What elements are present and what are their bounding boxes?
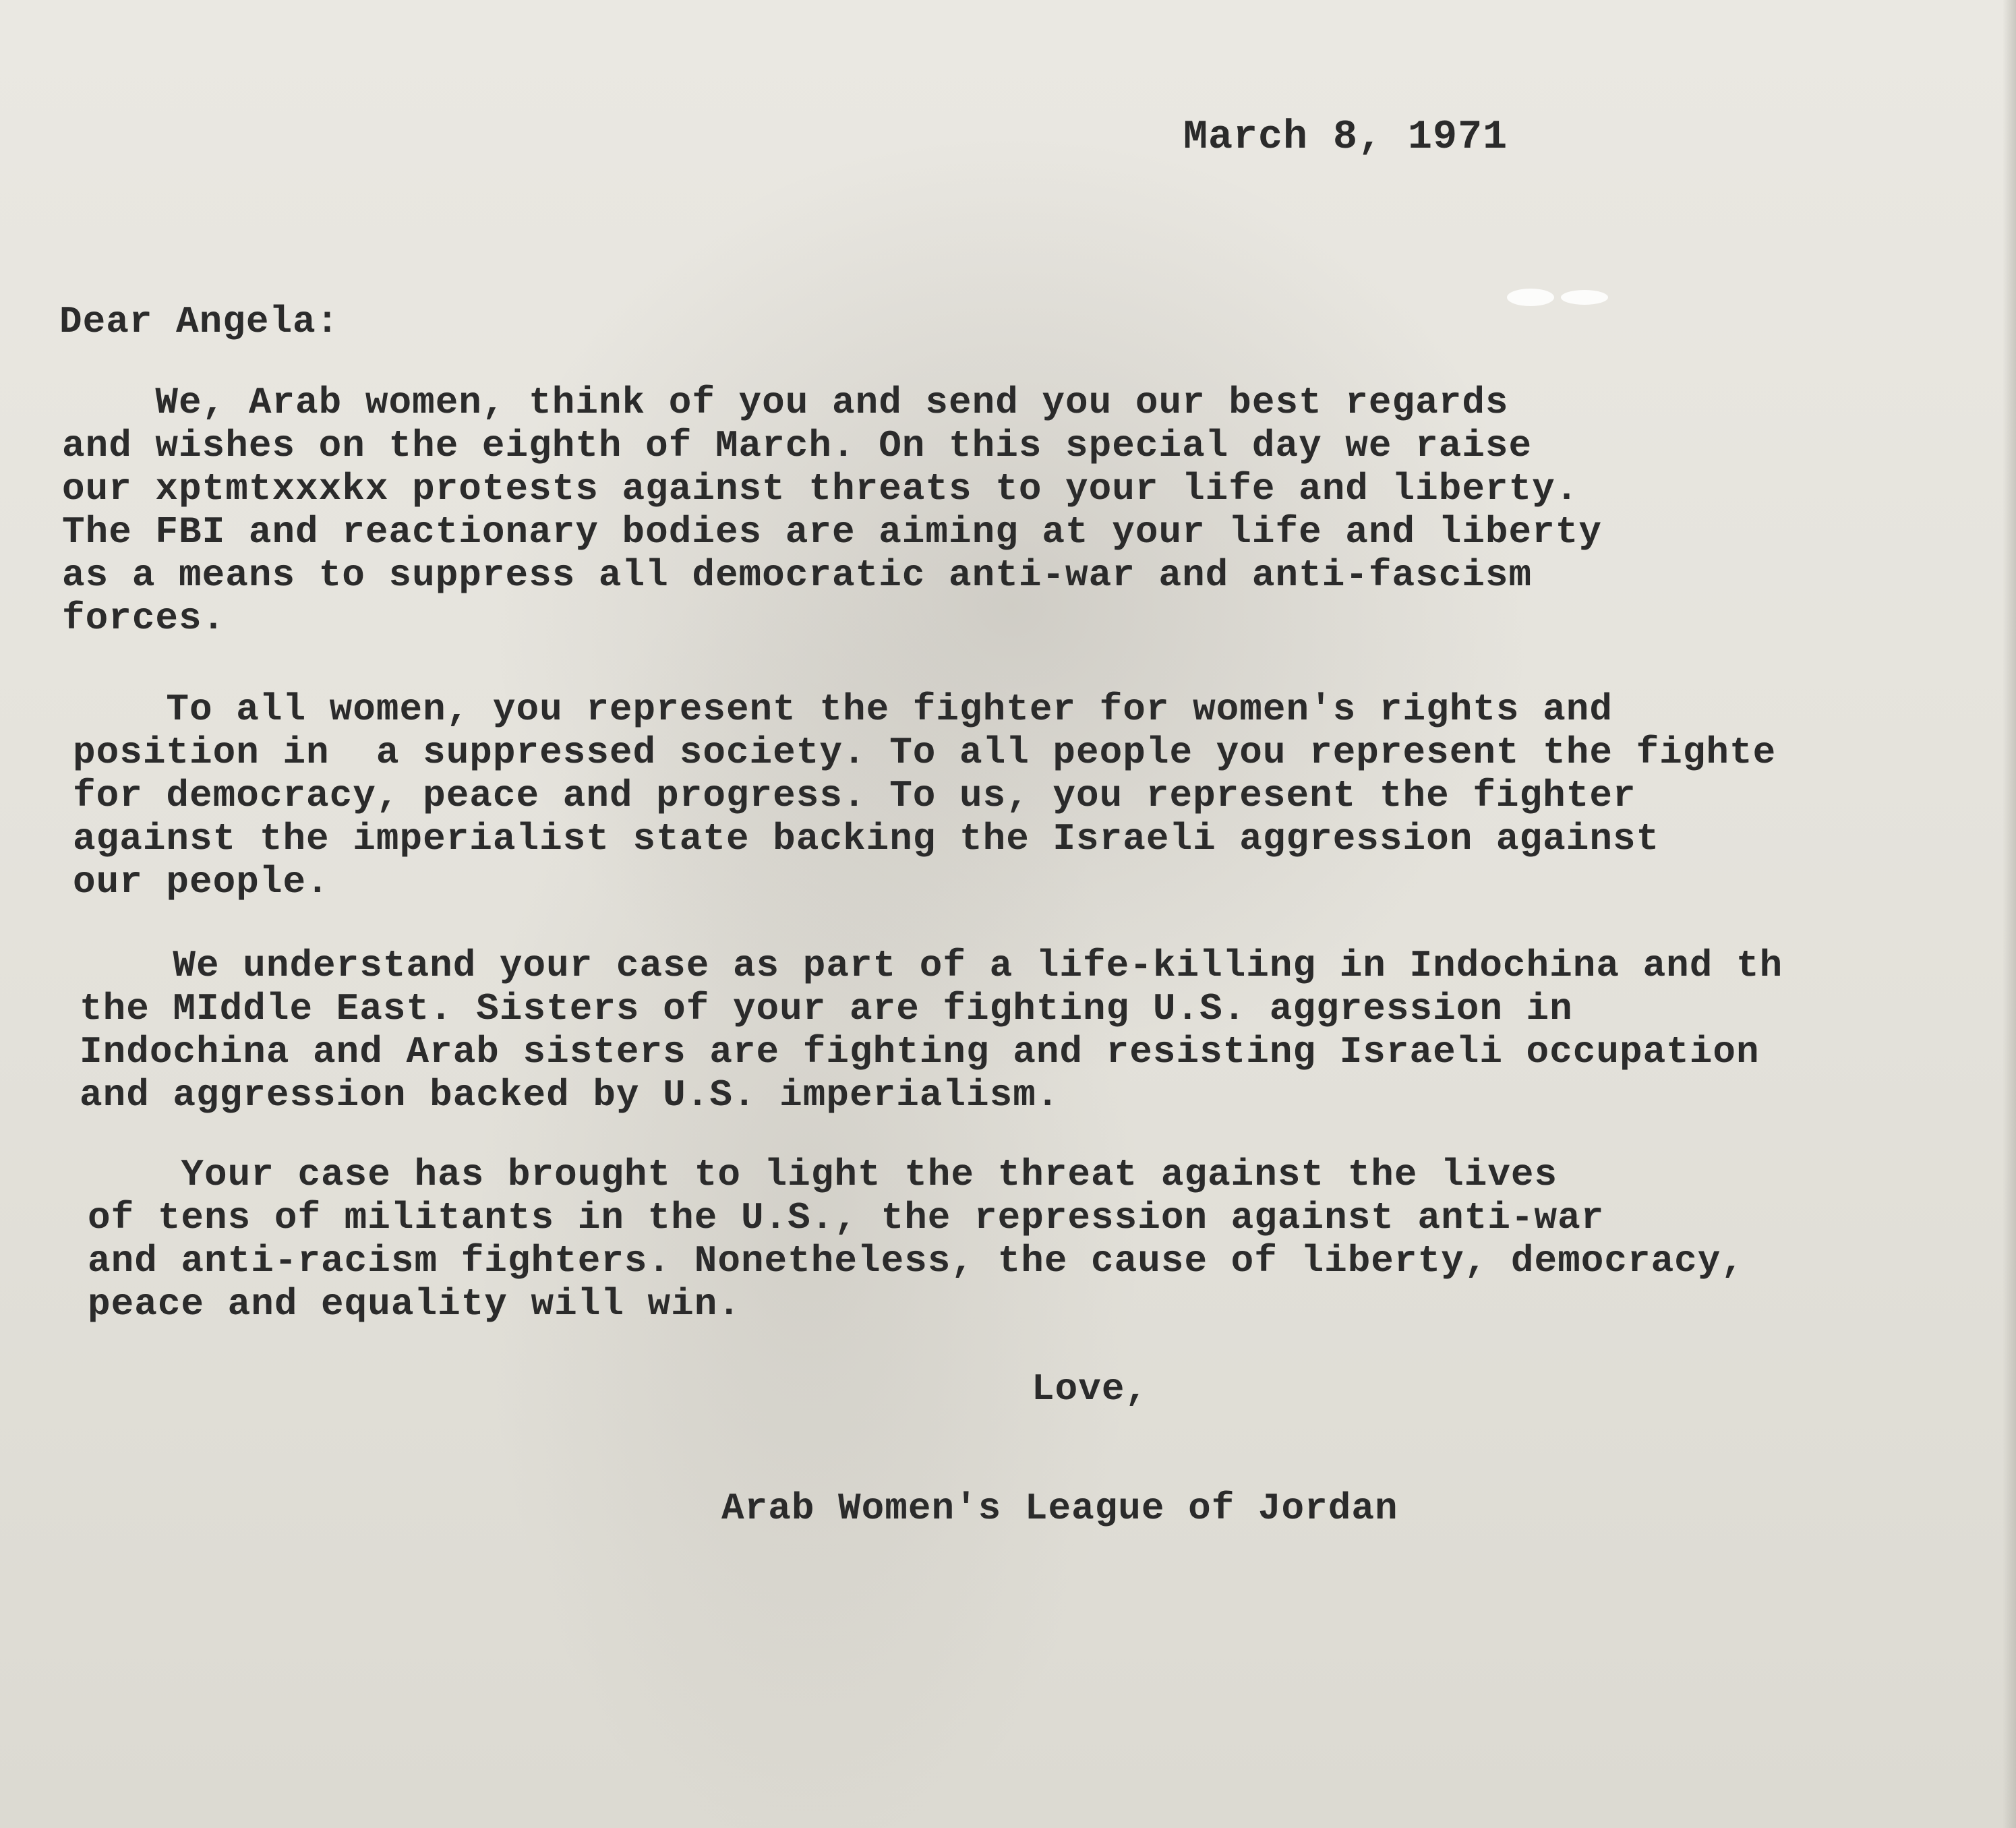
glare-reflection (1561, 290, 1608, 305)
letter-paragraph: We, Arab women, think of you and send you our best regards and wishes on the eighth of March. On this special day we raise our xptmtxxxkx protests against threats to your life and liberty. The FBI and reactionary bodies are aiming at your life and liberty as a means to suppress all democratic anti-war and anti-fascism forces. (62, 381, 1602, 640)
frame-edge (2003, 0, 2016, 1828)
letter-paragraph: We understand your case as part of a life-killing in Indochina and th the MIddle East. Sisters of your are fighting U.S. aggression in Indochina and Arab sisters are fighting and resisting Israeli occupation and aggression backed by U.S. imperialism. (80, 944, 1783, 1117)
letter-signature: Arab Women's League of Jordan (721, 1487, 1398, 1530)
letter-closing: Love, (1032, 1367, 1149, 1411)
letter-paragraph: To all women, you represent the fighter for women's rights and position in a suppressed society. To all people you represent the fighte for democracy, peace and progress. To us, you represent the fighter against the imperialist state backing the Israeli aggression against our people. (73, 688, 1777, 904)
letter-paragraph: Your case has brought to light the threat against the lives of tens of militants in the U.S., the repression against anti-war and anti-racism fighters. Nonetheless, the cause of liberty, democracy, peace and equality will win. (88, 1153, 1744, 1326)
glare-reflection (1507, 289, 1554, 306)
letter-salutation: Dear Angela: (59, 300, 340, 343)
letter-date: March 8, 1971 (1183, 115, 1508, 160)
